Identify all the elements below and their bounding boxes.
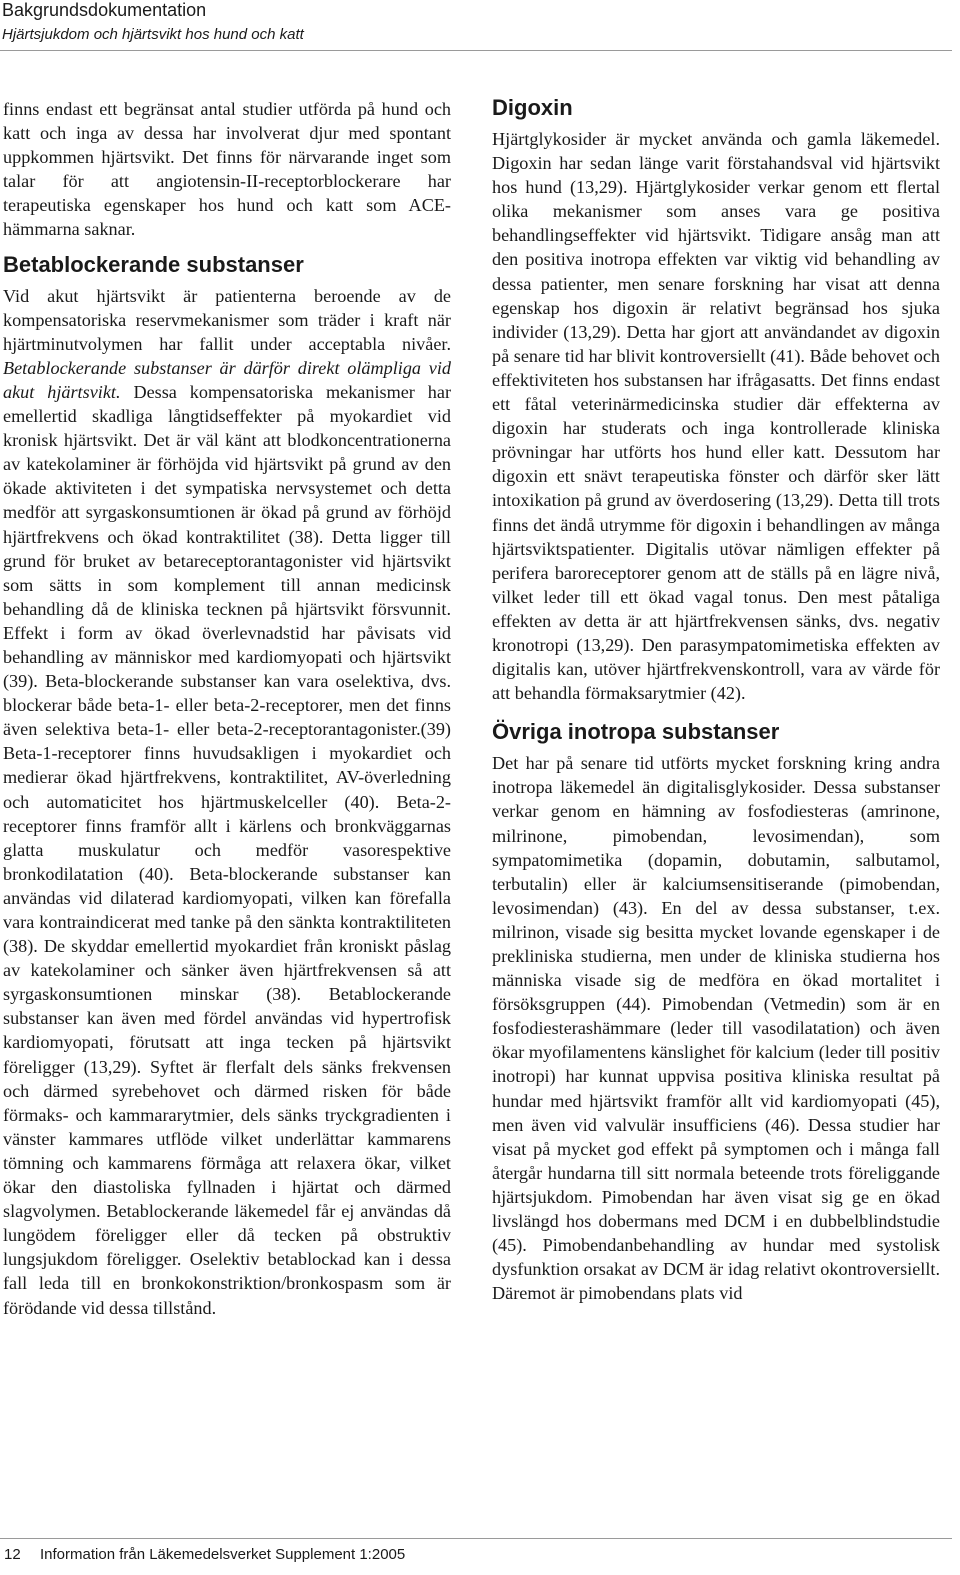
page-number: 12 — [4, 1546, 21, 1563]
digoxin-paragraph: Hjärtglykosider är mycket använda och gamla läkemedel. Digoxin har sedan länge varit förstahandsval vid hjärtsvikt hos hund (13,29). Hjärtglykosider verkar genom ett flertal olika mekanismer som anses vara ge positiva behandlingseffekter vid hjärtsvikt. Tidigare ansåg man att den positiva inotropa effekten var viktig vid behandling av dessa patienter, men senare forskning har visat att denna egenskap hos digoxin är relativt begränsad hos sjuka individer (13,29). Detta har gjort att användandet av digoxin på senare tid har blivit kontroversiellt (41). Både behovet och effektiviteten hos substansen har ifrågasatts. Det finns endast ett fåtal veterinärmedicinska studier där effekterna av digoxin har studerats och inga kontrollerade kliniska prövningar har utförts hos hund eller katt. Dessutom har digoxin ett snävt terapeutiska fönster och därför sker lätt intoxikation på grund av överdosering (13,29). Detta till trots finns det ändå utrymme för digoxin i behandlingen av många hjärtsviktspatienter. Digitalis utövar nämligen effekter på perifera baroreceptorer genom att de ställs på en lägre nivå, vilket leder till ett ökad vagal tonus. Den mest påtaliga effekten av detta är att hjärtfrekvensen sänks, dvs. negativ kronotropi (13,29). Den parasympatomimetiska effekten av digitalis kan, utöver hjärtfrekvenskontroll, vara av värde för att behandla förmaksarytmier (42). — [492, 129, 940, 704]
page-footer — [4, 1546, 405, 1563]
section-heading-digoxin: Digoxin — [492, 95, 573, 120]
section-heading-betablockerande: Betablockerande substanser — [3, 251, 304, 277]
betablockerande-paragraph — [3, 284, 451, 1320]
header-divider — [0, 50, 952, 51]
document-header-title: Bakgrundsdokumentation — [2, 0, 207, 20]
betablockerande-text-rest: Dessa kompensatoriska mekanismer har emellertid skadliga långtidseffekter på myokardiet vid kronisk hjärtsvikt. Det är väl känt att blodkoncentrationerna av katekolaminer är förhöjda vid hjärtsvikt på grund av den ökade aktiviteten i det sympatiska nervsystemet och detta medför att syrgaskonsumtionen är ökad på grund av förhöjd hjärtfrekvens och ökad kontraktilitet (38). Detta ligger till grund för bruket av betareceptorantagonister vid hjärtsvikt som sätts in som komplement till annan medicinsk behandling då de kliniska tecknen på hjärtsvikt försvunnit. Effekt i form av ökad överlevnadstid har påvisats vid behandling av människor med kardiomyopati och hjärtsvikt (39). Beta-blockerande substanser kan vara oselektiva, dvs. blockerar både beta-1- eller beta-2-receptorer, men det finns även selektiva beta-1- eller beta-2-receptorantagonister.(39) Beta-1-receptorer finns huvudsakligen i myokardiet och medierar ökad hjärtfrekvens, kontraktilitet, AV-överledning och automaticitet hos hjärtmuskelceller (40). Beta-2-receptorer finns framför allt i kärlens och bronkväggarnas glatta muskulatur och medför vasorespektive bronkodilatation (40). Beta-blockerande substanser kan användas vid dilaterad kardiomyopati, vilken kan förefalla vara kontraindicerat med tanke på den sänkta kontraktiliteten (38). De skyddar emellertid myokardiet från kroniskt påslag av katekolaminer och sänker även hjärtfrekvensen så att syrgaskonsumtionen minskar (38). Betablockerande substanser kan även med fördel användas vid hypertrofisk kardiomyopati, förutsatt att inga tecken på hjärtsvikt föreligger (13,29). Syftet är flerfalt dels sänks frekvensen och därmed syrebehovet och därmed risken för både förmaks- och kammararytmier, dels sänks tryckgradienten i vänster kammares utflöde vilket underlättar kammarens tömning och kammarens förmåga att relaxera ökar, vilket ökar den diastoliska fyllnaden i hjärtat och därmed slagvolymen. Betablockerande läkemedel får ej användas då lungödem föreligger eller då tecken på obstruktiv lungsjukdom föreligger. Oselektiv betablockad kan i dessa fall leda till en bronkokonstriktion/bronkospasm som är förödande vid dessa tillstånd. — [3, 381, 452, 1318]
ovriga-inotropa-paragraph: Det har på senare tid utförts mycket forskning kring andra inotropa läkemedel än digitalisglykosider. Dessa substanser verkar genom en hämning av fosfodiesteras (amrinone, milrinone, pimobendan, levosimendan), som sympatomimetika (dopamin, dobutamin, salbutamol, terbutalin) eller är kalciumsensitiserande (pimobendan, levosimendan) (43). En del av dessa substanser, t.ex. milrinon, visade sig besitta mycket lovande egenskaper i de prekliniska studierna, men under de kliniska studierna hos människa visade sig de medföra en ökad mortalitet i försöksgruppen (44). Pimobendan (Vetmedin) som är en fosfodiesterashämmare (leder till vasodilatation) och även ökar myofilamentens känslighet för kalcium (leder till positiv inotropi) har kunnat uppvisa positiva kliniska resultat på hundar med hjärtsvikt framför allt vid kardiomyopati (45), men även vid valvulär insufficiens (46). Dessa studier har visat på mycket god effekt på symptomen och i många fall återgår hundarna till sitt normala beteende trots föreliggande hjärtsjukdom. Pimobendan har även visat sig ge en ökad livslängd hos dobermans med DCM i en dubbelblindstudie (45). Pimobendanbehandling av hundar med systolisk dysfunktion orsakat av DCM är idag relativt okontroversiellt. Däremot är pimobendans plats vid — [492, 753, 941, 1304]
footer-divider — [0, 1538, 952, 1539]
betablockerande-text-start: Vid akut hjärtsvikt är patienterna beroende av de kompensatoriska reservmekanismer som träder i kraft när hjärtminutvolymen har fallit under acceptabla nivåer. — [3, 285, 451, 354]
right-column — [492, 95, 940, 1305]
footer-publication-text: Information från Läkemedelsverket Supplement 1:2005 — [40, 1546, 406, 1563]
left-column — [3, 97, 451, 1320]
document-header-subtitle: Hjärtsjukdom och hjärtsvikt hos hund och katt — [2, 26, 304, 43]
intro-paragraph: finns endast ett begränsat antal studier utförda på hund och katt och inga av dessa har involverat djur med spontant uppkommen hjärtsvikt. Det finns för närvarande inget som talar för att angiotensin-II-receptorblockerare har terapeutiska egenskaper hos hund och katt som ACE-hämmarna saknar. — [3, 99, 451, 240]
section-heading-ovriga-inotropa: Övriga inotropa substanser — [492, 719, 780, 745]
betablockerande-italic-text: Betablockerande substanser är därför direkt olämpliga vid akut hjärtsvikt. — [3, 357, 451, 402]
